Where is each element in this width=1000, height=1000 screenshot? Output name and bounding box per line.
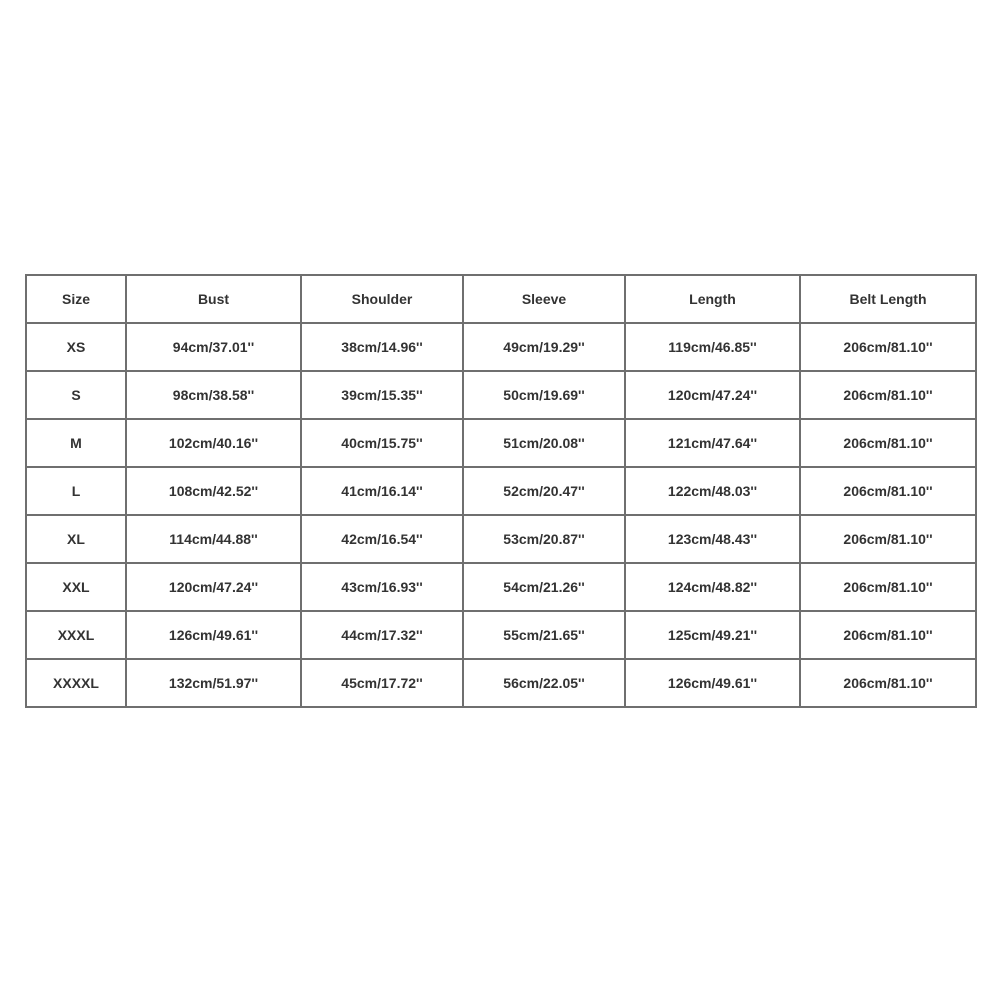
cell-bust: 108cm/42.52'' — [126, 467, 301, 515]
size-chart-table — [25, 274, 977, 708]
header-length: Length — [625, 275, 800, 323]
cell-belt-length: 206cm/81.10'' — [800, 467, 976, 515]
cell-sleeve: 51cm/20.08'' — [463, 419, 625, 467]
cell-shoulder: 39cm/15.35'' — [301, 371, 463, 419]
header-sleeve: Sleeve — [463, 275, 625, 323]
cell-length: 122cm/48.03'' — [625, 467, 800, 515]
cell-sleeve: 54cm/21.26'' — [463, 563, 625, 611]
table-row — [26, 371, 976, 419]
size-chart-header — [26, 275, 976, 323]
cell-sleeve: 49cm/19.29'' — [463, 323, 625, 371]
table-row — [26, 323, 976, 371]
table-row — [26, 611, 976, 659]
cell-shoulder: 40cm/15.75'' — [301, 419, 463, 467]
table-row — [26, 419, 976, 467]
cell-belt-length: 206cm/81.10'' — [800, 419, 976, 467]
cell-length: 126cm/49.61'' — [625, 659, 800, 707]
cell-bust: 132cm/51.97'' — [126, 659, 301, 707]
cell-sleeve: 52cm/20.47'' — [463, 467, 625, 515]
cell-length: 119cm/46.85'' — [625, 323, 800, 371]
cell-belt-length: 206cm/81.10'' — [800, 323, 976, 371]
header-size: Size — [26, 275, 126, 323]
cell-shoulder: 42cm/16.54'' — [301, 515, 463, 563]
cell-length: 125cm/49.21'' — [625, 611, 800, 659]
cell-length: 124cm/48.82'' — [625, 563, 800, 611]
cell-length: 123cm/48.43'' — [625, 515, 800, 563]
header-belt-length: Belt Length — [800, 275, 976, 323]
table-row — [26, 515, 976, 563]
cell-belt-length: 206cm/81.10'' — [800, 611, 976, 659]
cell-belt-length: 206cm/81.10'' — [800, 515, 976, 563]
cell-size: XXXXL — [26, 659, 126, 707]
cell-size: XS — [26, 323, 126, 371]
table-row — [26, 563, 976, 611]
table-row — [26, 659, 976, 707]
cell-bust: 126cm/49.61'' — [126, 611, 301, 659]
cell-sleeve: 50cm/19.69'' — [463, 371, 625, 419]
cell-size: L — [26, 467, 126, 515]
cell-bust: 120cm/47.24'' — [126, 563, 301, 611]
cell-length: 121cm/47.64'' — [625, 419, 800, 467]
cell-shoulder: 41cm/16.14'' — [301, 467, 463, 515]
cell-shoulder: 45cm/17.72'' — [301, 659, 463, 707]
cell-belt-length: 206cm/81.10'' — [800, 563, 976, 611]
cell-bust: 98cm/38.58'' — [126, 371, 301, 419]
cell-size: XL — [26, 515, 126, 563]
cell-size: XXL — [26, 563, 126, 611]
table-row — [26, 467, 976, 515]
cell-shoulder: 38cm/14.96'' — [301, 323, 463, 371]
cell-shoulder: 44cm/17.32'' — [301, 611, 463, 659]
cell-belt-length: 206cm/81.10'' — [800, 371, 976, 419]
cell-bust: 114cm/44.88'' — [126, 515, 301, 563]
cell-shoulder: 43cm/16.93'' — [301, 563, 463, 611]
cell-bust: 94cm/37.01'' — [126, 323, 301, 371]
header-row — [26, 275, 976, 323]
cell-sleeve: 53cm/20.87'' — [463, 515, 625, 563]
cell-size: XXXL — [26, 611, 126, 659]
cell-bust: 102cm/40.16'' — [126, 419, 301, 467]
cell-sleeve: 56cm/22.05'' — [463, 659, 625, 707]
cell-size: M — [26, 419, 126, 467]
header-shoulder: Shoulder — [301, 275, 463, 323]
cell-size: S — [26, 371, 126, 419]
header-bust: Bust — [126, 275, 301, 323]
size-chart-body — [26, 323, 976, 707]
cell-length: 120cm/47.24'' — [625, 371, 800, 419]
cell-belt-length: 206cm/81.10'' — [800, 659, 976, 707]
cell-sleeve: 55cm/21.65'' — [463, 611, 625, 659]
